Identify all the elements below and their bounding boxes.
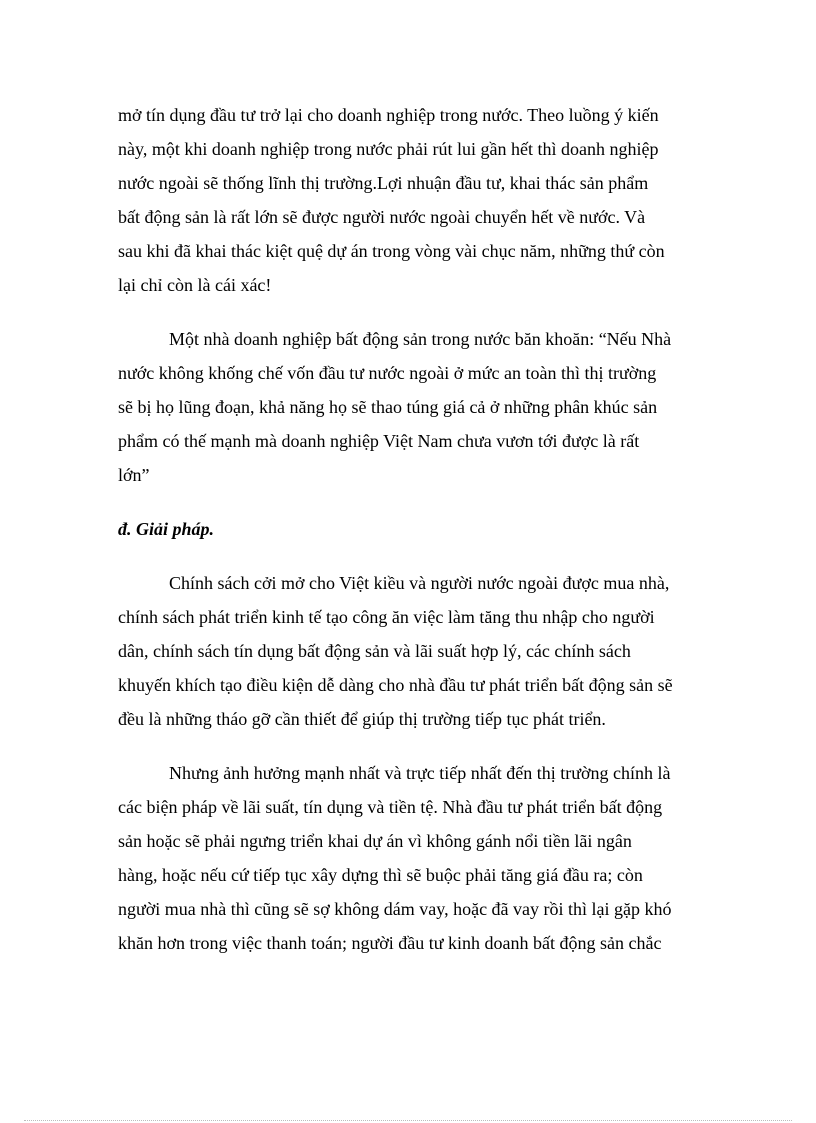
- paragraph-foreign-investment-concern: [118, 98, 692, 302]
- text-line: dân, chính sách tín dụng bất động sản và lãi suất hợp lý, các chính sách: [118, 641, 631, 661]
- text-line: sau khi đã khai thác kiệt quệ dự án trong vòng vài chục năm, những thứ còn: [118, 241, 665, 261]
- text-line: sẽ bị họ lũng đoạn, khả năng họ sẽ thao túng giá cả ở những phân khúc sản: [118, 397, 658, 417]
- text-line: đều là những tháo gỡ cần thiết để giúp thị trường tiếp tục phát triển.: [118, 709, 606, 729]
- paragraph-spacing: [118, 546, 692, 566]
- paragraph-monetary-measures: [118, 756, 692, 960]
- text-line: sản hoặc sẽ phải ngưng triển khai dự án vì không gánh nổi tiền lãi ngân: [118, 831, 632, 851]
- text-line: Một nhà doanh nghiệp bất động sản trong nước băn khoăn: “Nếu Nhà: [169, 329, 672, 349]
- text-line: chính sách phát triển kinh tế tạo công ăn việc làm tăng thu nhập cho người: [118, 607, 655, 627]
- text-line: người mua nhà thì cũng sẽ sợ không dám vay, hoặc đã vay rồi thì lại gặp khó: [118, 899, 672, 919]
- text-line: Nhưng ảnh hưởng mạnh nhất và trực tiếp nhất đến thị trường chính là: [169, 763, 671, 783]
- text-line: mở tín dụng đầu tư trở lại cho doanh nghiệp trong nước. Theo luồng ý kiến: [118, 105, 659, 125]
- text-line: nước ngoài sẽ thống lĩnh thị trường.Lợi nhuận đầu tư, khai thác sản phẩm: [118, 173, 649, 193]
- section-heading: đ. Giải pháp.: [118, 519, 215, 539]
- paragraph-policy-solutions: [118, 566, 692, 736]
- text-line: lớn”: [118, 465, 150, 485]
- text-line: lại chỉ còn là cái xác!: [118, 275, 272, 295]
- document-page-body: [118, 98, 692, 960]
- text-line: hàng, hoặc nếu cứ tiếp tục xây dựng thì sẽ buộc phải tăng giá đầu ra; còn: [118, 865, 643, 885]
- text-line: khuyến khích tạo điều kiện dễ dàng cho nhà đầu tư phát triển bất động sản sẽ: [118, 675, 673, 695]
- text-line: Chính sách cởi mở cho Việt kiều và người nước ngoài được mua nhà,: [169, 573, 670, 593]
- text-line: các biện pháp về lãi suất, tín dụng và tiền tệ. Nhà đầu tư phát triển bất động: [118, 797, 663, 817]
- text-line: nước không khống chế vốn đầu tư nước ngoài ở mức an toàn thì thị trường: [118, 363, 657, 383]
- text-line: phẩm có thế mạnh mà doanh nghiệp Việt Nam chưa vươn tới được là rất: [118, 431, 640, 451]
- page-bottom-divider: [24, 1120, 792, 1121]
- text-line: khăn hơn trong việc thanh toán; người đầu tư kinh doanh bất động sản chắc: [118, 933, 662, 953]
- paragraph-business-quote: [118, 322, 692, 492]
- paragraph-spacing: [118, 492, 692, 512]
- text-line: bất động sản là rất lớn sẽ được người nước ngoài chuyển hết về nước. Và: [118, 207, 646, 227]
- paragraph-spacing: [118, 736, 692, 756]
- text-line: này, một khi doanh nghiệp trong nước phải rút lui gần hết thì doanh nghiệp: [118, 139, 659, 159]
- paragraph-spacing: [118, 302, 692, 322]
